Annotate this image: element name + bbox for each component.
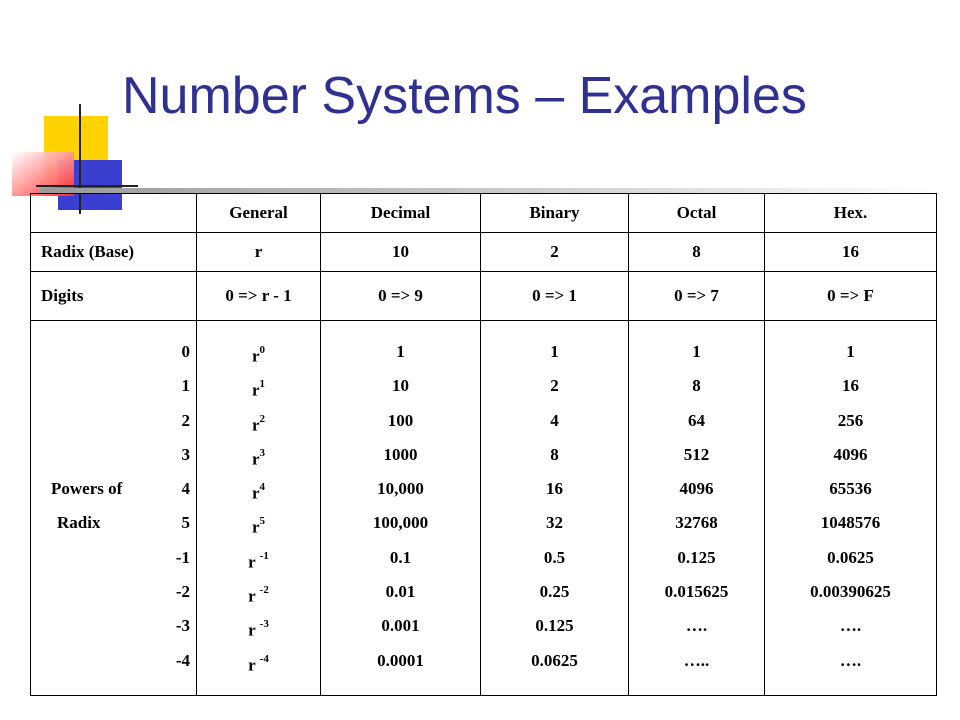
octal-value: 0.015625 [664,582,729,602]
general-power-base: r [248,552,260,572]
general-power [197,575,320,609]
general-power-exponent: -4 [259,652,269,665]
decimal-value: 0.1 [389,547,412,567]
general-power-exponent: 1 [259,378,266,391]
digits-decimal: 0 => 9 [321,272,481,321]
general-power [197,609,320,643]
binary-value: 32 [546,513,563,533]
binary-value: 2 [550,376,559,396]
octal-value: 4096 [679,479,714,499]
exponent-value: -3 [175,616,190,636]
general-power [197,506,320,540]
octal-value: 64 [688,410,705,430]
radix-octal: 8 [629,233,765,272]
decimal-value: 0.01 [385,582,416,602]
exponent-value: 2 [181,410,190,430]
hex-value: 4096 [833,444,868,464]
decimal-value: 10,000 [377,479,424,499]
table-header-row [31,194,937,233]
hex-value: …. [839,650,862,670]
binary-value: 0.0625 [531,650,578,670]
octal-value: ….. [683,650,710,670]
octal-value: 8 [692,376,701,396]
powers-label-cell [31,321,197,696]
general-power-base: r [248,586,260,606]
binary-value: 4 [550,410,559,430]
hex-value: …. [839,616,862,636]
table-row-radix [31,233,937,272]
header-decimal: Decimal [321,194,481,233]
general-power-exponent: 4 [259,481,266,494]
general-power-exponent: -1 [259,549,269,562]
radix-binary: 2 [481,233,629,272]
table-row-powers [31,321,937,696]
general-power-exponent: 2 [259,412,266,425]
binary-value: 0.5 [543,547,566,567]
number-systems-table [30,193,937,696]
powers-exponents [176,335,190,678]
general-power-base: r [251,518,260,538]
header-binary: Binary [481,194,629,233]
decimal-value: 100 [387,410,414,430]
exponent-value: 4 [181,479,190,499]
hex-value: 1 [846,342,855,361]
digits-octal: 0 => 7 [629,272,765,321]
exponent-value: -1 [175,547,190,567]
slide-title: Number Systems – Examples [122,67,807,125]
decimal-value: 100,000 [372,513,429,533]
radix-general: r [197,233,321,272]
general-power-exponent: 0 [259,344,266,356]
decimal-value: 0.0001 [377,650,424,670]
decimal-value: 0.001 [381,616,420,636]
powers-octal [629,321,765,696]
hex-value: 16 [842,376,859,396]
exponent-value: -2 [175,582,190,602]
general-power-base: r [248,621,260,641]
general-power [197,369,320,403]
hex-value: 0.0625 [827,547,874,567]
powers-hex [765,321,937,696]
binary-value: 16 [546,479,563,499]
powers-decimal [321,321,481,696]
powers-label [51,472,122,541]
general-power-base: r [251,483,260,503]
radix-hex: 16 [765,233,937,272]
header-empty-cell [31,194,197,233]
general-power [197,541,320,575]
powers-binary [481,321,629,696]
general-power-exponent: -2 [259,584,269,597]
header-hex: Hex. [765,194,937,233]
powers-general [197,321,321,696]
hex-value: 65536 [829,479,872,499]
general-power [197,472,320,506]
decimal-value: 1000 [383,444,418,464]
digits-general: 0 => r - 1 [197,272,321,321]
powers-label-line1: Powers of [51,479,123,498]
general-power-base: r [251,449,260,469]
powers-label-line2: Radix [57,513,101,533]
octal-value: …. [685,616,708,636]
octal-value: 0.125 [677,547,716,567]
exponent-value: -4 [175,650,190,670]
general-power-base: r [251,380,260,400]
general-power-base: r [251,415,260,435]
decimal-value: 1 [396,342,405,361]
exponent-value: 1 [181,376,190,396]
hex-value: 1048576 [820,513,881,533]
header-general: General [197,194,321,233]
general-power [197,438,320,472]
general-power-exponent: -3 [259,618,269,631]
octal-value: 32768 [675,513,718,533]
decimal-value: 10 [392,376,409,396]
hex-value: 256 [837,410,864,430]
exponent-value: 3 [181,444,190,464]
exponent-value: 0 [181,342,190,361]
exponent-value: 5 [181,513,190,533]
digits-hex: 0 => F [765,272,937,321]
binary-value: 8 [550,444,559,464]
row-label-radix: Radix (Base) [31,233,197,272]
general-power-exponent: 3 [259,446,266,459]
general-power-base: r [251,346,260,366]
binary-value: 0.125 [535,616,574,636]
general-power [197,404,320,438]
octal-value: 512 [683,444,710,464]
table-row-digits [31,272,937,321]
header-octal: Octal [629,194,765,233]
digits-binary: 0 => 1 [481,272,629,321]
binary-value: 1 [550,342,559,361]
row-label-digits: Digits [31,272,197,321]
general-power [197,335,320,369]
general-power [197,644,320,678]
slide-logo-decoration [0,0,140,220]
general-power-base: r [248,655,260,675]
radix-decimal: 10 [321,233,481,272]
binary-value: 0.25 [539,582,570,602]
general-power-exponent: 5 [259,515,266,528]
hex-value: 0.00390625 [810,582,891,602]
octal-value: 1 [692,342,701,361]
